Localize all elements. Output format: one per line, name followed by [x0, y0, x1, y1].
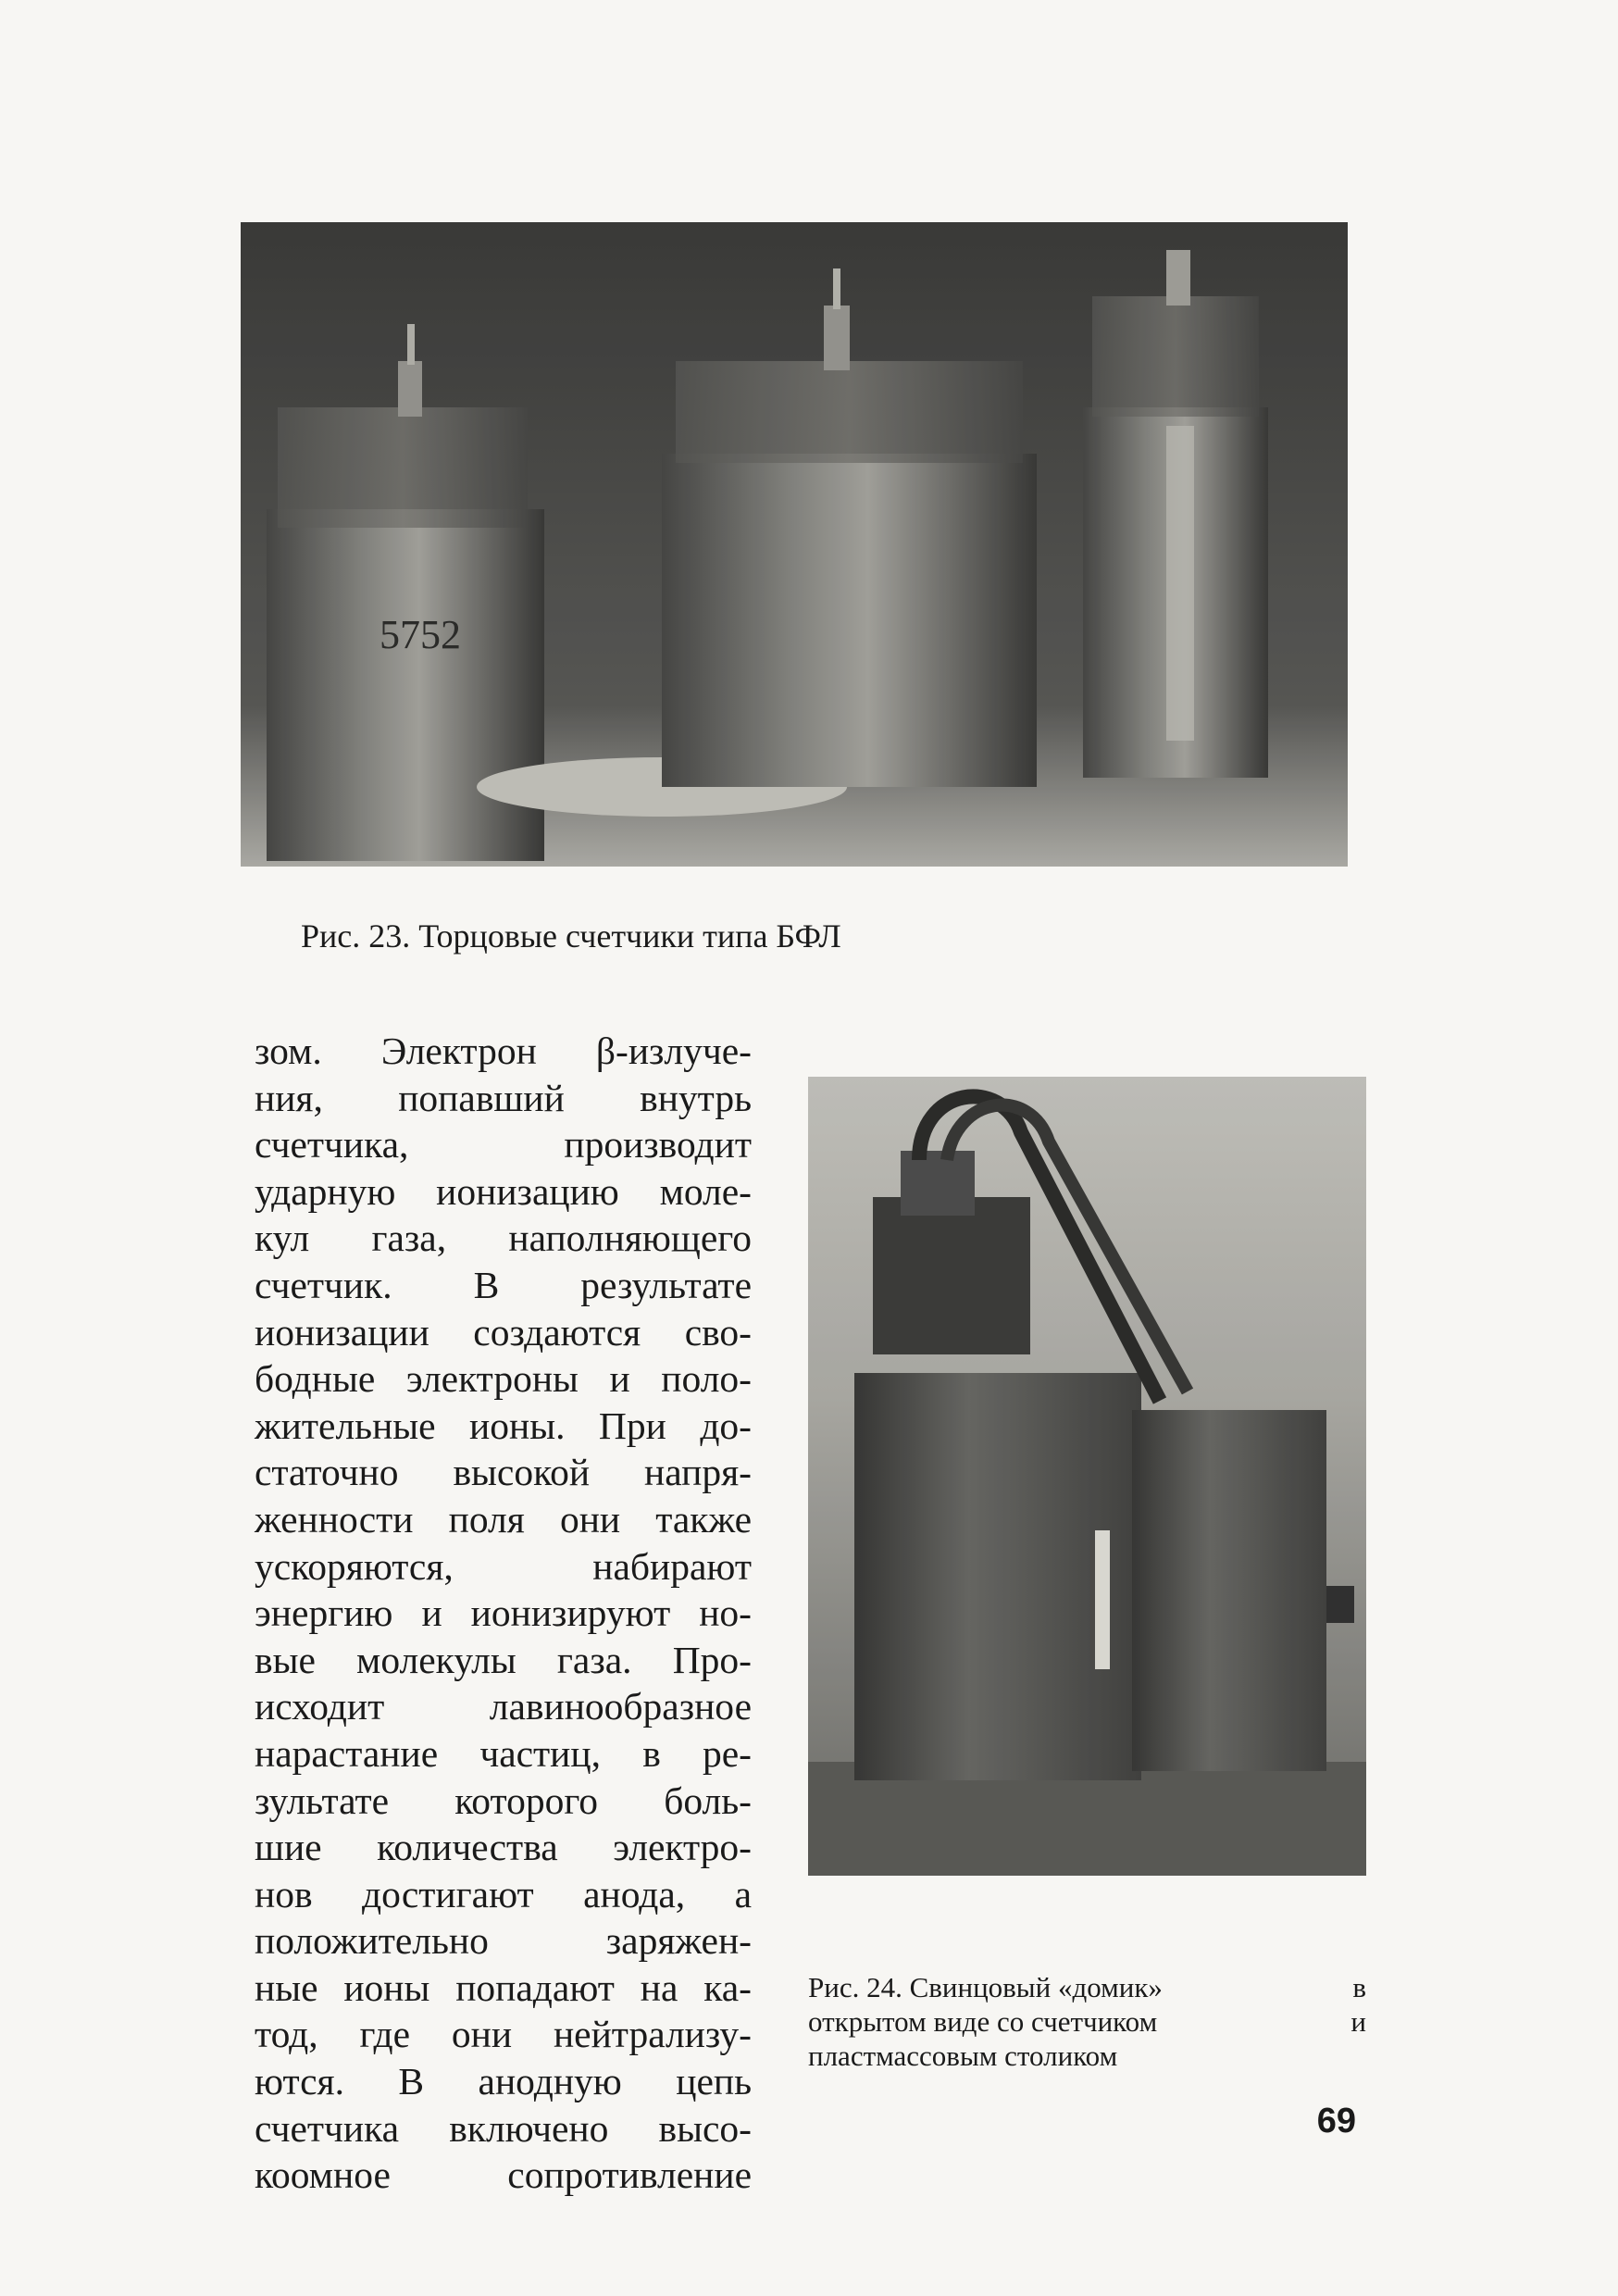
caption-conjunction: в: [1352, 1971, 1366, 2003]
figure-24-caption: [808, 1970, 1366, 2073]
figure-24-caption-line: [808, 2039, 1366, 2073]
body-text-line: ионизации создаются сво-: [255, 1310, 752, 1354]
body-text-line: вые молекулы газа. Про-: [255, 1638, 752, 1681]
body-text-line: энергию и ионизируют но-: [255, 1591, 752, 1635]
body-text: [255, 1028, 752, 2199]
figure-24-caption-line: [808, 2004, 1366, 2039]
body-text-line: положительно заряжен-: [255, 1919, 752, 1963]
counter-marking: 5752: [380, 612, 461, 657]
body-text-line: статочно высокой напря-: [255, 1451, 752, 1494]
page-number: 69: [1316, 2102, 1356, 2140]
lead-housing-illustration: [808, 1077, 1366, 1876]
body-text-line: тод, где они нейтрализу-: [255, 2013, 752, 2056]
body-text-line: счетчика, производит: [255, 1123, 752, 1167]
body-text-line: женности поля они также: [255, 1497, 752, 1541]
figure-23-photo: [241, 222, 1348, 867]
end-window-counters-illustration: [241, 222, 1348, 867]
body-text-line: нов достигают анода, а: [255, 1872, 752, 1915]
body-text-line: зультате которого боль-: [255, 1778, 752, 1822]
caption-text: Рис. 24. Свинцовый «домик»: [808, 1971, 1163, 2003]
body-text-line: счетчик. В результате: [255, 1263, 752, 1306]
body-text-line: ются. В анодную цепь: [255, 2060, 752, 2103]
body-text-line: жительные ионы. При до-: [255, 1404, 752, 1447]
body-text-line: кул газа, наполняющего: [255, 1217, 752, 1260]
body-text-line: ные ионы попадают на ка-: [255, 1965, 752, 2009]
caption-text: пластмассовым столиком: [808, 2040, 1118, 2072]
caption-text: открытом виде со счетчиком: [808, 2005, 1158, 2038]
body-text-line: ударную ионизацию моле-: [255, 1169, 752, 1213]
figure-24-photo: [808, 1077, 1366, 1876]
body-text-line: ния, попавший внутрь: [255, 1076, 752, 1119]
figure-23-caption: Рис. 23. Торцовые счетчики типа БФЛ: [301, 917, 841, 955]
caption-conjunction: и: [1350, 2005, 1366, 2038]
body-text-line: коомное сопротивление: [255, 2153, 752, 2197]
figure-24-caption-line: [808, 1970, 1366, 2004]
body-text-line: ускоряются, набирают: [255, 1544, 752, 1588]
body-text-line: счетчика включено высо-: [255, 2106, 752, 2150]
body-text-line: исходит лавинообразное: [255, 1685, 752, 1728]
body-text-line: шие количества электро-: [255, 1826, 752, 1869]
body-text-line: бодные электроны и поло-: [255, 1357, 752, 1401]
body-text-line: зом. Электрон β-излуче-: [255, 1029, 752, 1072]
body-text-line: нарастание частиц, в ре-: [255, 1731, 752, 1775]
